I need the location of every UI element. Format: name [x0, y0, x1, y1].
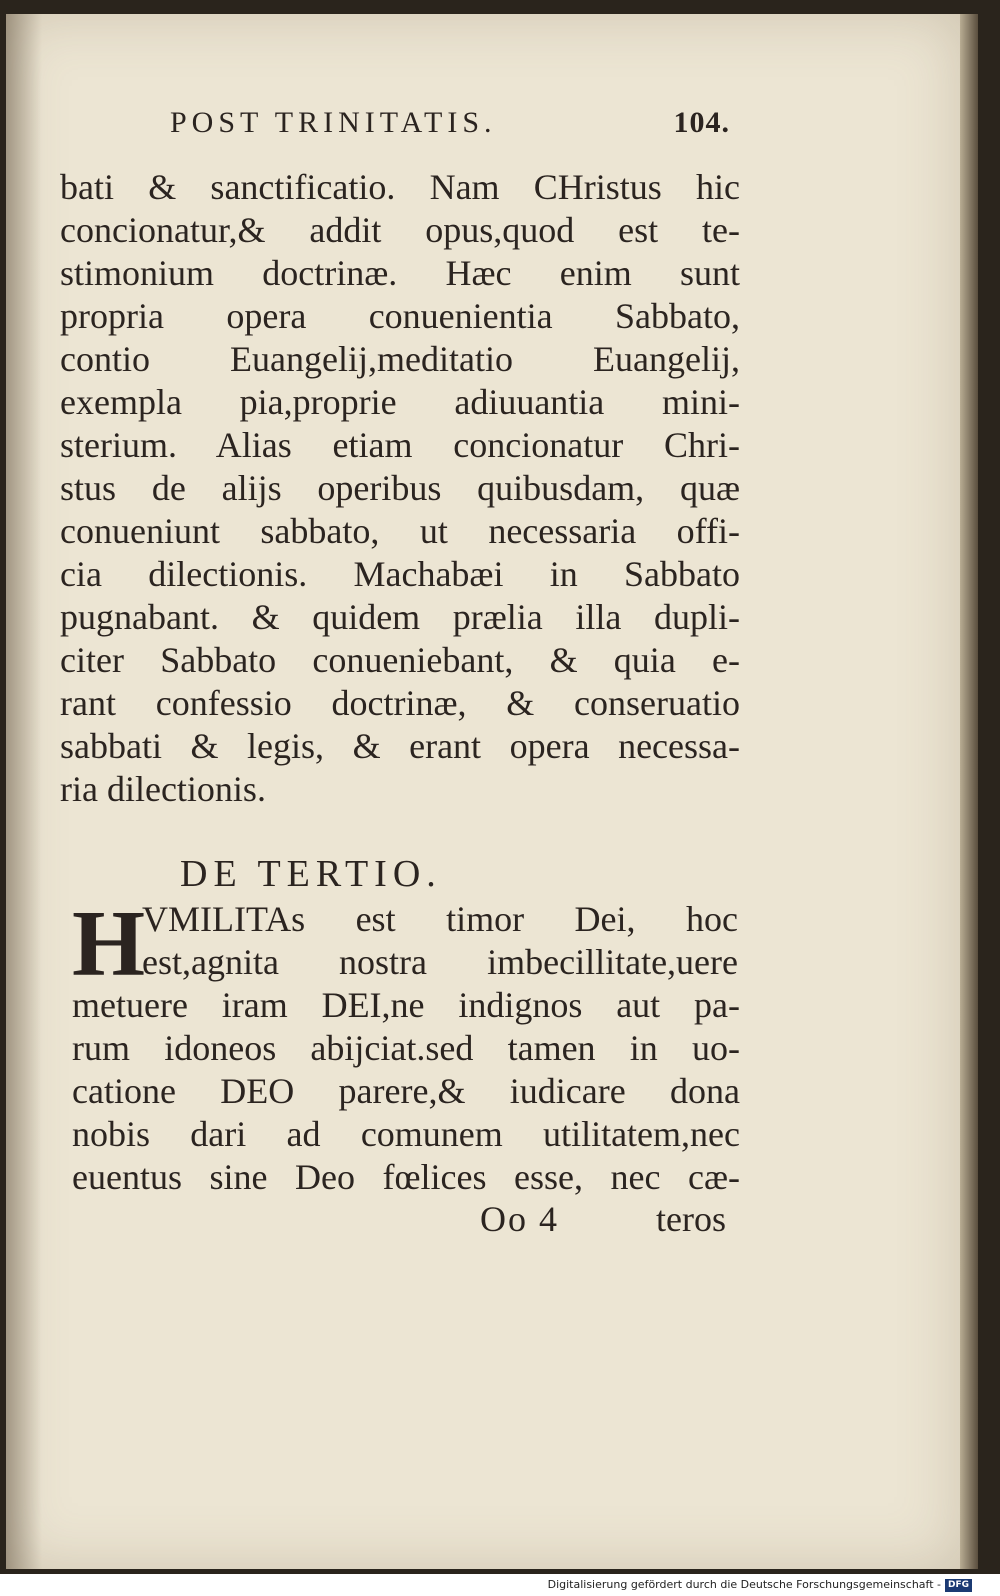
text-line: euentus sine Deo fœlices esse, nec cæ- — [72, 1157, 740, 1197]
catchword: teros — [656, 1199, 726, 1239]
catchword-line — [480, 1198, 726, 1242]
dfg-logo: DFG — [945, 1579, 972, 1592]
text-line: concionatur,& addit opus,quod est te- — [60, 210, 740, 250]
text-line: catione DEO parere,& iudicare dona — [72, 1071, 740, 1111]
text-line: conueniunt sabbato, ut necessaria offi- — [60, 511, 740, 551]
text-line: stus de alijs operibus quibusdam, quæ — [60, 468, 740, 508]
paragraph-2 — [72, 984, 740, 1199]
text-line: pugnabant. & quidem prælia illa dupli- — [60, 597, 740, 637]
running-head — [170, 106, 730, 146]
page-edge — [960, 14, 978, 1569]
text-line: contio Euangelij,meditatio Euangelij, — [60, 339, 740, 379]
text-line: exempla pia,proprie adiuuantia mini- — [60, 382, 740, 422]
text-line: rum idoneos abijciat.sed tamen in uo- — [72, 1028, 740, 1068]
page-number: 104. — [673, 106, 730, 139]
footer-credit — [548, 1578, 972, 1594]
text-line: sabbati & legis, & erant opera necessa- — [60, 726, 740, 766]
binding-shadow — [6, 14, 42, 1569]
text-line: propria opera conuenientia Sabbato, — [60, 296, 740, 336]
paragraph-2-indented — [142, 898, 738, 984]
text-line: est,agnita nostra imbecillitate,uere — [142, 942, 738, 982]
section-heading: DE TERTIO. — [180, 853, 442, 895]
text-line: rant confessio doctrinæ, & conseruatio — [60, 683, 740, 723]
credit-text: Digitalisierung gefördert durch die Deutsche Forschungsgemeinschaft - — [547, 1578, 941, 1591]
drop-cap: H — [72, 892, 146, 996]
signature-mark: Oo 4 — [480, 1199, 559, 1239]
text-line: metuere iram DEI,ne indignos aut pa- — [72, 985, 740, 1025]
text-line: ria dilectionis. — [60, 769, 266, 809]
text-line: VMILITAs est timor Dei, hoc — [142, 899, 738, 939]
text-line: stimonium doctrinæ. Hæc enim sunt — [60, 253, 740, 293]
paragraph-1 — [60, 166, 740, 811]
text-line: citer Sabbato conueniebant, & quia e- — [60, 640, 740, 680]
text-line: bati & sanctificatio. Nam CHristus hic — [60, 167, 740, 207]
running-head-title: POST TRINITATIS. — [170, 106, 497, 139]
text-line: nobis dari ad comunem utilitatem,nec — [72, 1114, 740, 1154]
text-line: sterium. Alias etiam concionatur Chri- — [60, 425, 740, 465]
text-line: cia dilectionis. Machabæi in Sabbato — [60, 554, 740, 594]
